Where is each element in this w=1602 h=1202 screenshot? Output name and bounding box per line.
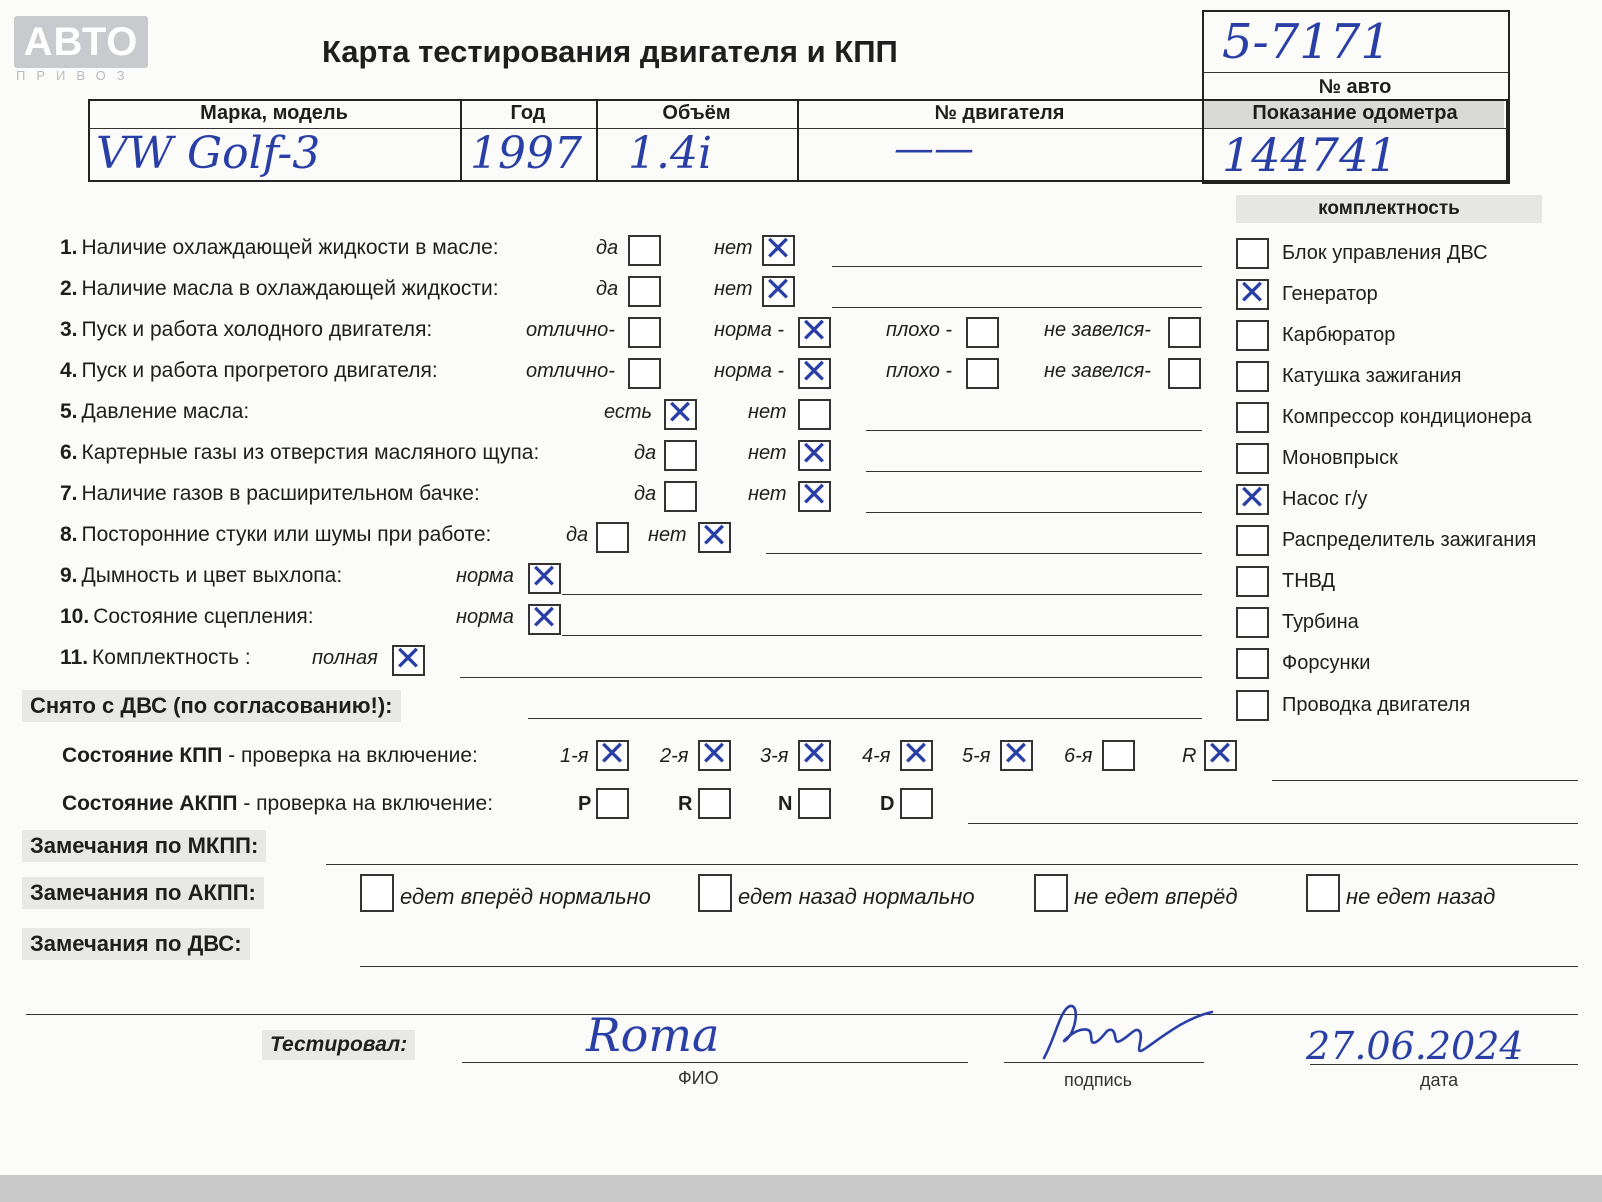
option-bad: плохо -: [886, 360, 953, 382]
answer-line: [866, 471, 1202, 472]
option-yes: да: [596, 278, 619, 300]
completeness-item: Форсунки: [1282, 652, 1371, 674]
option-present: есть: [604, 401, 653, 423]
option-yes: да: [566, 524, 589, 546]
check-mark: ✕: [1237, 273, 1267, 313]
gear-label: 6-я: [1064, 745, 1093, 767]
question-5: 5. Давление масла:: [60, 400, 250, 423]
checkbox-q4-no-start[interactable]: [1168, 358, 1201, 389]
akpp-option: едет назад нормально: [738, 884, 975, 909]
remarks-dvs-label: Замечания по ДВС:: [22, 928, 250, 960]
check-mark: ✕: [699, 734, 729, 774]
remarks-mkpp-label: Замечания по МКПП:: [22, 830, 266, 862]
akpp-label: Состояние АКПП - проверка на включение:: [62, 792, 494, 815]
check-mark: ✕: [799, 434, 829, 474]
answer-line: [562, 594, 1202, 595]
option-yes: да: [634, 442, 657, 464]
gear-label: 2-я: [660, 745, 689, 767]
gear-label: 4-я: [862, 745, 891, 767]
akpp-option: не едет назад: [1346, 884, 1496, 909]
answer-line: [562, 635, 1202, 636]
check-mark: ✕: [393, 639, 423, 679]
name-caption: ФИО: [678, 1068, 719, 1088]
checkbox-akpp-n[interactable]: [798, 788, 831, 819]
checkbox-q3-excellent[interactable]: [628, 317, 661, 348]
answer-line: [832, 266, 1202, 267]
option-full: полная: [312, 647, 378, 669]
gear-label: 3-я: [760, 745, 789, 767]
check-mark: ✕: [799, 352, 829, 392]
completeness-item: Карбюратор: [1282, 324, 1396, 346]
check-mark: ✕: [1205, 734, 1235, 774]
checkbox-q4-excellent[interactable]: [628, 358, 661, 389]
make-model-value: VW Golf-3: [96, 128, 321, 179]
option-no-start: не завелся-: [1044, 319, 1151, 341]
option-norm: норма: [456, 606, 514, 628]
option-excellent: отлично-: [526, 319, 615, 341]
completeness-title: комплектность: [1318, 198, 1460, 219]
logo-subtitle: ПРИВОЗ: [16, 68, 136, 83]
odometer-label: Показание одометра: [1252, 102, 1458, 124]
option-no-start: не завелся-: [1044, 360, 1151, 382]
check-mark: ✕: [665, 393, 695, 433]
checkbox-akpp-d[interactable]: [900, 788, 933, 819]
tester-name: Roma: [586, 1008, 720, 1062]
completeness-item: Моновпрыск: [1282, 447, 1398, 469]
removed-label: Снято с ДВС (по согласованию!):: [22, 690, 401, 722]
checkbox-q1-yes[interactable]: [628, 235, 661, 266]
answer-line: [766, 553, 1202, 554]
checkbox-ecu[interactable]: [1236, 238, 1269, 269]
answer-line: [26, 1014, 1578, 1015]
option-no: нет: [748, 442, 787, 464]
question-2: 2. Наличие масла в охлаждающей жидкости:: [60, 277, 499, 300]
checkbox-q4-bad[interactable]: [966, 358, 999, 389]
tested-by-label: Тестировал:: [262, 1030, 415, 1060]
checkbox-mono-injection[interactable]: [1236, 443, 1269, 474]
completeness-item: Компрессор кондиционера: [1282, 406, 1532, 428]
answer-line: [866, 512, 1202, 513]
question-9: 9. Дымность и цвет выхлопа:: [60, 564, 343, 587]
akpp-mode-label: P: [578, 793, 592, 815]
akpp-mode-label: N: [778, 793, 793, 815]
answer-line: [968, 823, 1578, 824]
completeness-item: Распределитель зажигания: [1282, 529, 1537, 551]
checkbox-distributor[interactable]: [1236, 525, 1269, 556]
kpp-label: Состояние КПП - проверка на включение:: [62, 744, 478, 767]
checkbox-akpp-reverse-ok[interactable]: [698, 874, 732, 912]
option-yes: да: [596, 237, 619, 259]
test-date: 27.06.2024: [1306, 1024, 1524, 1068]
check-mark: ✕: [901, 734, 931, 774]
completeness-item: Катушка зажигания: [1282, 365, 1462, 387]
volume-label: Объём: [662, 102, 731, 124]
akpp-mode-label: R: [678, 793, 693, 815]
date-caption: дата: [1420, 1070, 1459, 1090]
page-title: Карта тестирования двигателя и КПП: [322, 34, 898, 69]
checkbox-akpp-p[interactable]: [596, 788, 629, 819]
completeness-item: Генератор: [1282, 283, 1378, 305]
checkbox-akpp-no-forward[interactable]: [1034, 874, 1068, 912]
check-mark: ✕: [699, 516, 729, 556]
completeness-item: Проводка двигателя: [1282, 694, 1471, 716]
checkbox-q7-yes[interactable]: [664, 481, 697, 512]
gear-label: 1-я: [560, 745, 589, 767]
answer-line: [460, 677, 1202, 678]
option-yes: да: [634, 483, 657, 505]
checkbox-akpp-no-reverse[interactable]: [1306, 874, 1340, 912]
make-model-label: Марка, модель: [200, 102, 348, 124]
akpp-mode-label: D: [880, 793, 895, 815]
question-1: 1. Наличие охлаждающей жидкости в масле:: [60, 236, 499, 259]
answer-line: [528, 718, 1202, 719]
question-3: 3. Пуск и работа холодного двигателя:: [60, 318, 433, 341]
year-value: 1997: [470, 128, 582, 179]
remarks-akpp-label: Замечания по АКПП:: [22, 877, 264, 909]
completeness-item: Насос г/у: [1282, 488, 1368, 510]
question-4: 4. Пуск и работа прогретого двигателя:: [60, 359, 438, 382]
question-8: 8. Посторонние стуки или шумы при работе:: [60, 523, 492, 546]
car-number-value: 5-7171: [1222, 14, 1391, 70]
checkbox-akpp-forward-ok[interactable]: [360, 874, 394, 912]
car-number-label: № авто: [1318, 76, 1392, 98]
check-mark: ✕: [799, 311, 829, 351]
option-excellent: отлично-: [526, 360, 615, 382]
akpp-option: не едет вперёд: [1074, 884, 1238, 909]
checkbox-carburetor[interactable]: [1236, 320, 1269, 351]
option-bad: плохо -: [886, 319, 953, 341]
question-11: 11. Комплектность :: [60, 646, 251, 669]
checkbox-turbine[interactable]: [1236, 607, 1269, 638]
name-line: [462, 1062, 968, 1063]
signature-caption: подпись: [1064, 1070, 1133, 1090]
option-no: нет: [714, 278, 753, 300]
option-no: нет: [648, 524, 687, 546]
option-normal: норма -: [714, 319, 785, 341]
volume-value: 1.4i: [628, 128, 713, 179]
option-norm: норма: [456, 565, 514, 587]
check-mark: ✕: [597, 734, 627, 774]
option-no: нет: [748, 401, 787, 423]
option-no: нет: [714, 237, 753, 259]
signature: [1036, 996, 1216, 1070]
completeness-item: ТНВД: [1282, 570, 1336, 592]
checkbox-injectors[interactable]: [1236, 648, 1269, 679]
answer-line: [832, 307, 1202, 308]
avtoprivoz-logo: [14, 16, 148, 68]
check-mark: ✕: [1001, 734, 1031, 774]
engine-number-value: ——: [894, 126, 974, 172]
option-no: нет: [748, 483, 787, 505]
checkbox-akpp-r[interactable]: [698, 788, 731, 819]
answer-line: [1272, 780, 1578, 781]
logo-text: АВТО: [23, 20, 139, 64]
answer-line: [866, 430, 1202, 431]
completeness-item: Блок управления ДВС: [1282, 242, 1488, 264]
odometer-value: 144741: [1222, 128, 1398, 182]
check-mark: ✕: [529, 557, 559, 597]
answer-line: [326, 864, 1578, 865]
check-mark: ✕: [763, 270, 793, 310]
checkbox-injection-pump[interactable]: [1236, 566, 1269, 597]
completeness-item: Турбина: [1282, 611, 1359, 633]
gear-label: 5-я: [962, 745, 991, 767]
question-10: 10. Состояние сцепления:: [60, 605, 314, 628]
checkbox-q2-yes[interactable]: [628, 276, 661, 307]
gear-label: R: [1182, 745, 1197, 767]
checkbox-q8-yes[interactable]: [596, 522, 629, 553]
checkbox-engine-wiring[interactable]: [1236, 690, 1269, 721]
check-mark: ✕: [1237, 478, 1267, 518]
question-6: 6. Картерные газы из отверстия масляного щупа:: [60, 441, 540, 464]
checkbox-q6-yes[interactable]: [664, 440, 697, 471]
checkbox-ignition-coil[interactable]: [1236, 361, 1269, 392]
checkbox-q5-no[interactable]: [798, 399, 831, 430]
check-mark: ✕: [799, 734, 829, 774]
answer-line: [360, 966, 1578, 967]
year-label: Год: [510, 102, 546, 124]
engine-number-label: № двигателя: [934, 102, 1065, 124]
checkbox-q3-no-start[interactable]: [1168, 317, 1201, 348]
akpp-option: едет вперёд нормально: [400, 884, 651, 909]
checkbox-ac-compressor[interactable]: [1236, 402, 1269, 433]
check-mark: ✕: [799, 475, 829, 515]
question-7: 7. Наличие газов в расширительном бачке:: [60, 482, 480, 505]
option-normal: норма -: [714, 360, 785, 382]
check-mark: ✕: [763, 229, 793, 269]
divider: [1202, 72, 1508, 73]
checkbox-q3-bad[interactable]: [966, 317, 999, 348]
check-mark: ✕: [529, 598, 559, 638]
checkbox-gear-6[interactable]: [1102, 740, 1135, 771]
